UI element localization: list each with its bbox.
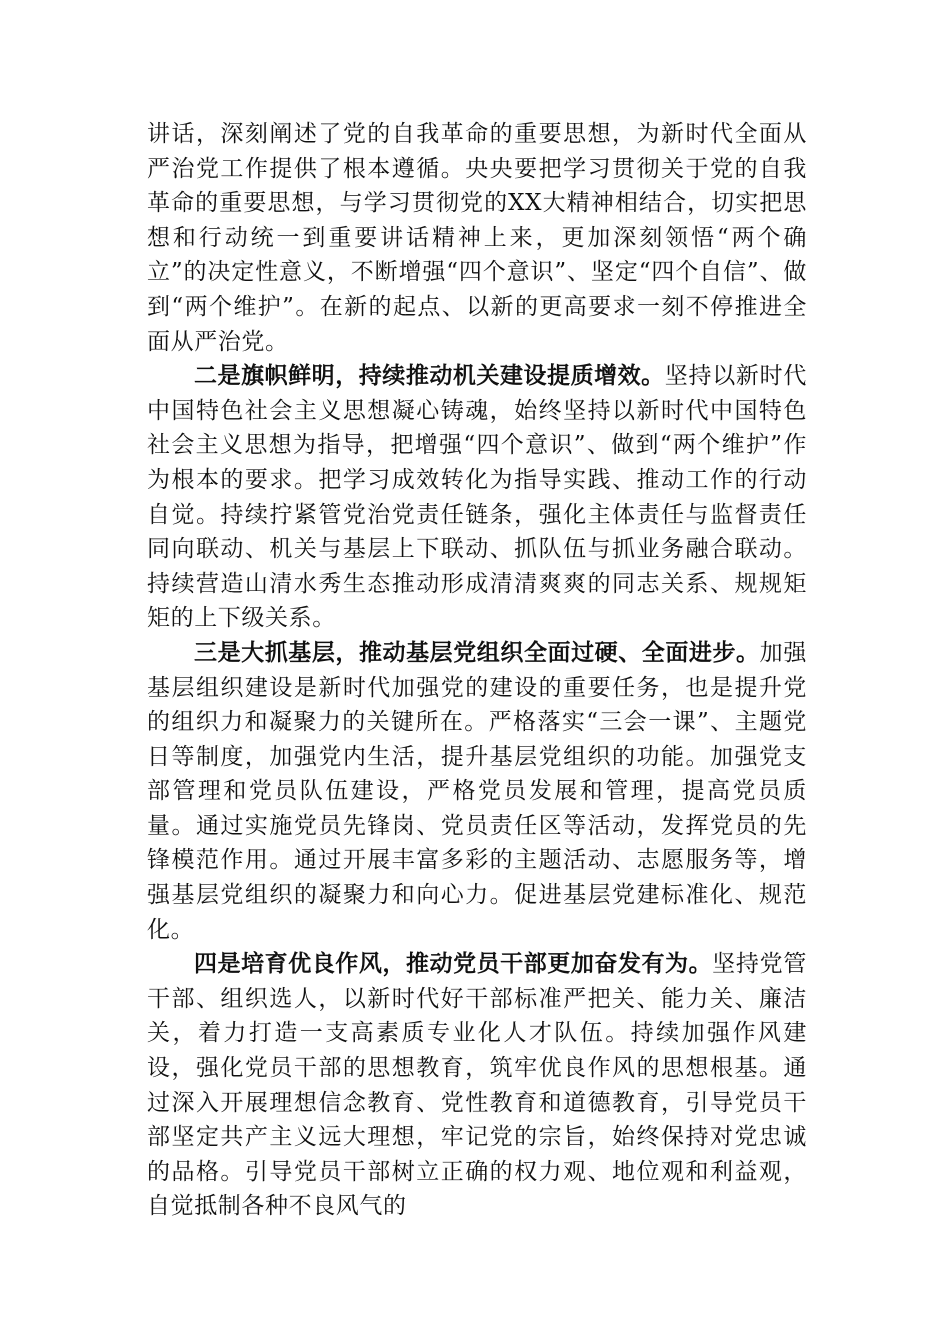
paragraph-3-heading: 三是大抓基层，推动基层党组织全面过硬、全面进步。 — [194, 639, 760, 666]
paragraph-2 — [147, 359, 807, 636]
paragraph-2-heading: 二是旗帜鲜明，持续推动机关建设提质增效。 — [194, 363, 665, 390]
paragraph-3-text: 加强基层组织建设是新时代加强党的建设的重要任务，也是提升党的组织力和凝聚力的关键所在。严格落实“三会一课”、主题党日等制度，加强党内生活，提升基层党组织的功能。加强党支部管理和党员队伍建设，严格党员发展和管理，提高党员质量。通过实施党员先锋岗、党员责任区等活动，发挥党员的先锋模范作用。通过开展丰富多彩的主题活动、志愿服务等，增强基层党组织的凝聚力和向心力。促进基层党建标准化、规范化。 — [147, 639, 807, 943]
paragraph-4 — [147, 947, 807, 1224]
paragraph-1-text: 讲话，深刻阐述了党的自我革命的重要思想，为新时代全面从严治党工作提供了根本遵循。央央要把学习贯彻关于党的自我革命的重要思想，与学习贯彻党的XX大精神相结合，切实把思想和行动统一到重要讲话精神上来，更加深刻领悟“两个确立”的决定性意义，不断增强“四个意识”、坚定“四个自信”、做到“两个维护”。在新的起点、以新的更高要求一刻不停推进全面从严治党。 — [147, 121, 807, 355]
paragraph-3 — [147, 636, 807, 947]
paragraph-4-heading: 四是培育优良作风，推动党员干部更加奋发有为。 — [194, 951, 713, 978]
paragraph-4-text: 坚持党管干部、组织选人，以新时代好干部标准严把关、能力关、廉洁关，着力打造一支高素质专业化人才队伍。持续加强作风建设，强化党员干部的思想教育，筑牢优良作风的思想根基。通过深入开展理想信念教育、党性教育和道德教育，引导党员干部坚定共产主义远大理想，牢记党的宗旨，始终保持对党忠诚的品格。引导党员干部树立正确的权力观、地位观和利益观，自觉抵制各种不良风气的 — [147, 951, 807, 1220]
paragraph-2-text: 坚持以新时代中国特色社会主义思想凝心铸魂，始终坚持以新时代中国特色社会主义思想为指导，把增强“四个意识”、做到“两个维护”作为根本的要求。把学习成效转化为指导实践、推动工作的行动自觉。持续拧紧管党治党责任链条，强化主体责任与监督责任同向联动、机关与基层上下联动、抓队伍与抓业务融合联动。持续营造山清水秀生态推动形成清清爽爽的同志关系、规规矩矩的上下级关系。 — [147, 363, 807, 632]
document-body — [147, 117, 807, 1224]
paragraph-1 — [147, 117, 807, 359]
